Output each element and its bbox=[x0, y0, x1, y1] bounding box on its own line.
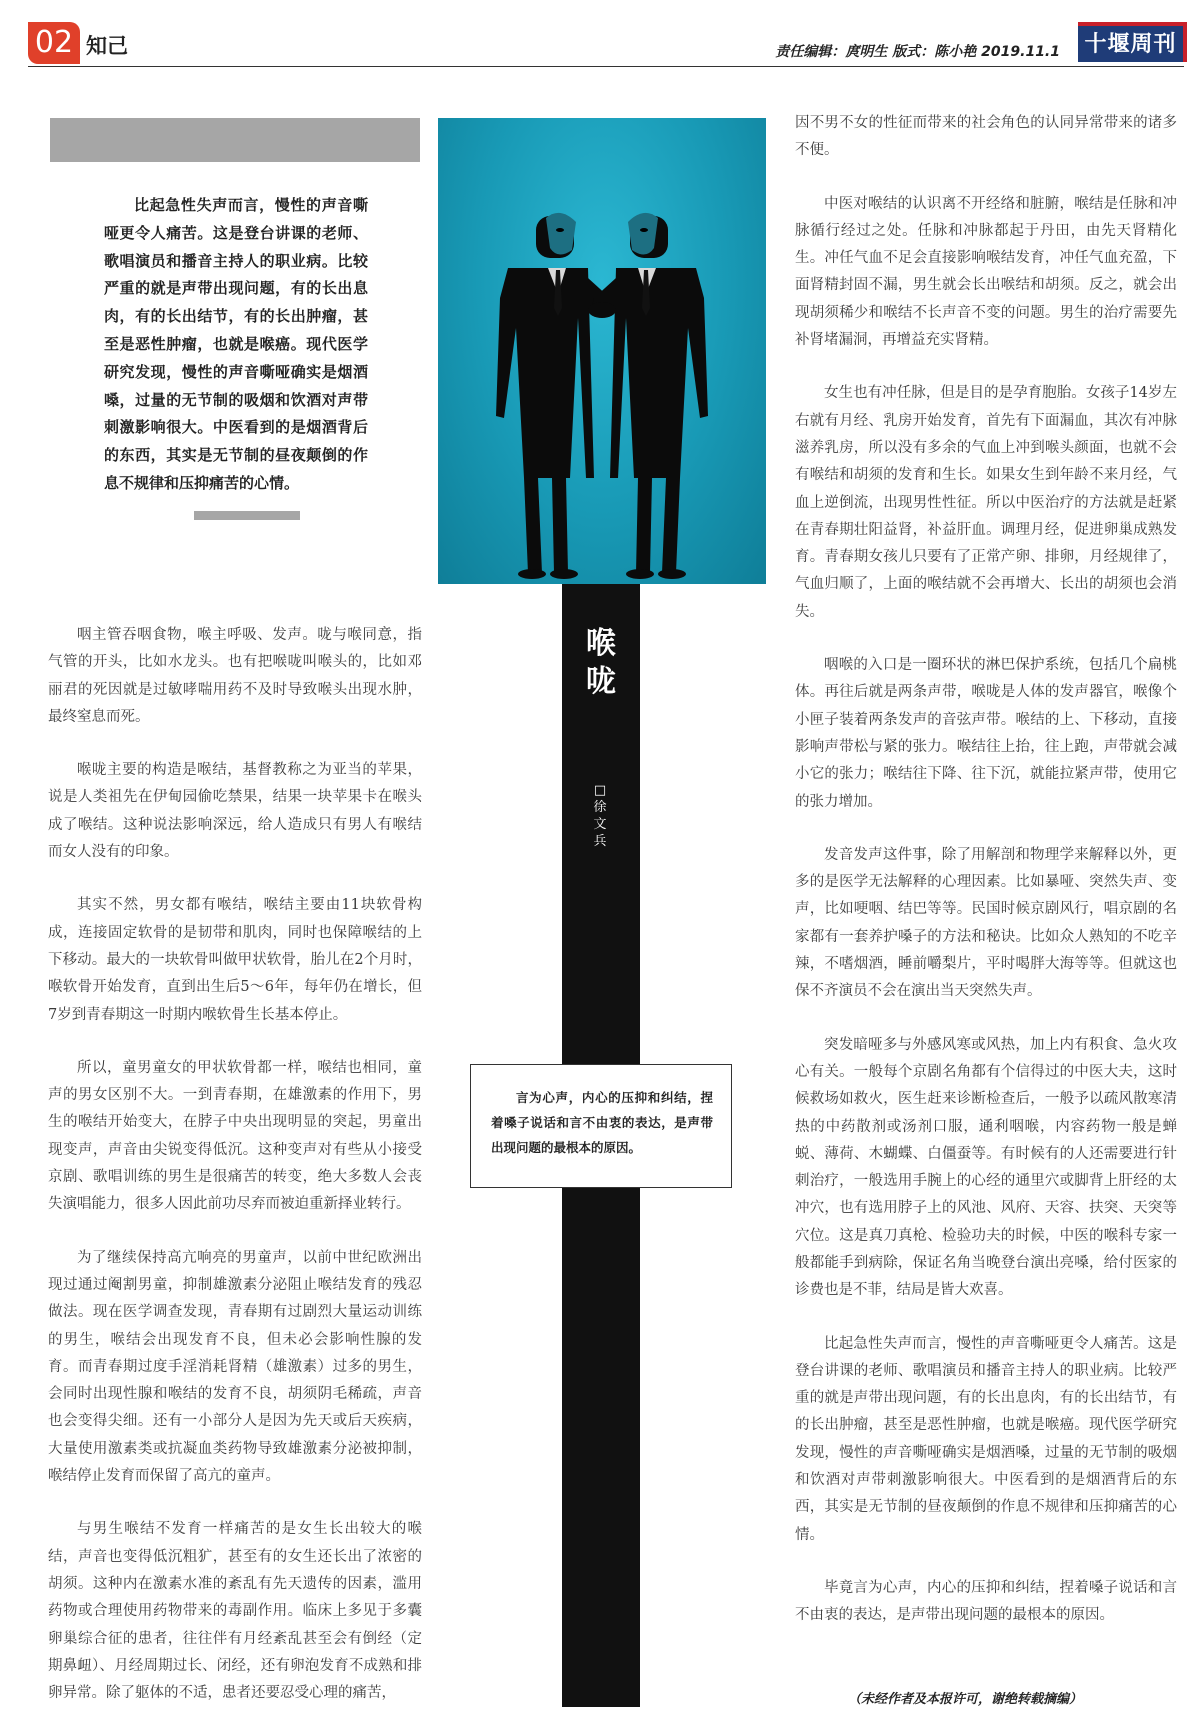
reprint-notice: （未经作者及本报许可，谢绝转载摘编） bbox=[848, 1692, 1083, 1707]
body-paragraph: 为了继续保持高亢响亮的男童声，以前中世纪欧洲出现过通过阉割男童，抑制雄激素分泌阻止喉结发育的残忍做法。现在医学调查发现，青春期有过剧烈大量运动训练的男生，喉结会出现发育不良，但未必会影响性腺的发育。而青春期过度手淫消耗肾精（雄激素）过多的男生，会同时出现性腺和喉结的发育不良，胡须阴毛稀疏，声音也会变得尖细。还有一小部分人是因为先天或后天疾病，大量使用激素类或抗凝血类药物导致雄激素分泌被抑制，喉结停止发育而保留了高亢的童声。 bbox=[48, 1249, 422, 1485]
body-paragraph: 比起急性失声而言，慢性的声音嘶哑更令人痛苦。这是登台讲课的老师、歌唱演员和播音主持人的职业病。比较严重的就是声带出现问题，有的长出息肉，有的长出结节，有的长出肿瘤，甚至是恶性肿瘤，也就是喉癌。现代医学研究发现，慢性的声音嘶哑确实是烟酒嗓，过量的无节制的吸烟和饮酒对声带刺激影响很大。中医看到的是烟酒背后的东西，其实是无节制的昼夜颠倒的作息不规律和压抑痛苦的心情。 bbox=[795, 1335, 1177, 1543]
body-paragraph: 毕竟言为心声，内心的压抑和纠结，捏着嗓子说话和言不由衷的表达，是声带出现问题的最根本的原因。 bbox=[795, 1579, 1177, 1624]
article-column-right bbox=[795, 110, 1177, 1656]
pull-quote-text: 言为心声，内心的压抑和纠结，捏着嗓子说话和言不由衷的表达，是声带出现问题的最根本的原因。 bbox=[491, 1090, 713, 1155]
body-paragraph: 喉咙主要的构造是喉结，基督教称之为亚当的苹果，说是人类祖先在伊甸园偷吃禁果，结果一块苹果卡在喉头成了喉结。这种说法影响深远，给人造成只有男人有喉结而女人没有的印象。 bbox=[48, 762, 422, 861]
intro-summary: 比起急性失声而言，慢性的声音嘶哑更令人痛苦。这是登台讲课的老师、歌唱演员和播音主持人的职业病。比较严重的就是声带出现问题，有的长出息肉，有的长出结节，有的长出肿瘤，甚至是恶性肿瘤，也就是喉癌。现代医学研究发现，慢性的声音嘶哑确实是烟酒嗓，过量的无节制的吸烟和饮酒对声带刺激影响很大。中医看到的是烟酒背后的东西，其实是无节制的昼夜颠倒的作息不规律和压抑痛苦的心情。 bbox=[104, 196, 368, 492]
illustration-handshake bbox=[438, 118, 766, 584]
newspaper-logo: 十堰周刊 bbox=[1078, 22, 1187, 62]
handshake-masks-image bbox=[438, 118, 766, 584]
body-paragraph: 所以，童男童女的甲状软骨都一样，喉结也相同，童声的男女区别不大。一到青春期，在雄激素的作用下，男生的喉结开始变大，在脖子中央出现明显的突起，男童出现变声，声音由尖锐变得低沉。这种变声对有些从小接受京剧、歌唱训练的男生是很痛苦的转变，绝大多数人会丧失演唱能力，很多人因此前功尽弃而被迫重新择业转行。 bbox=[48, 1059, 422, 1213]
body-paragraph: 突发暗哑多与外感风寒或风热，加上内有积食、急火攻心有关。一般每个京剧名角都有个信得过的中医大夫，这时候救场如救火，医生赶来诊断检查后，一般予以疏风散寒清热的中药散剂或汤剂口服，通利咽喉，内容药物一般是蝉蜕、薄荷、木蝴蝶、白僵蚕等。有时候有的人还需要进行针刺治疗，一般选用手腕上的心经的通里穴或脚背上肝经的太冲穴，也有选用脖子上的风池、风府、天容、扶突、天突等穴位。这是真刀真枪、检验功夫的时候，中医的喉科专家一般都能手到病除，保证名角当晚登台演出亮嗓，给付医家的诊费也是不菲，结局是皆大欢喜。 bbox=[795, 1036, 1177, 1299]
editor-credits: 责任编辑：庹明生 版式：陈小艳 2019.11.1 bbox=[775, 44, 1060, 60]
body-paragraph: 发音发声这件事，除了用解剖和物理学来解释以外，更多的是医学无法解释的心理因素。比如暴哑、突然失声、变声，比如哽咽、结巴等等。民国时候京剧风行，唱京剧的名家都有一套养护嗓子的方法和秘诀。比如众人熟知的不吃辛辣，不嗜烟酒，睡前嚼梨片，平时喝胖大海等等。但就这也保不齐演员不会在演出当天突然失声。 bbox=[795, 846, 1177, 1000]
intro-bottom-bar bbox=[194, 511, 300, 520]
pull-quote-box bbox=[470, 1064, 732, 1188]
body-paragraph: 咽主管吞咽食物，喉主呼吸、发声。咙与喉同意，指气管的开头，比如水龙头。也有把喉咙叫喉头的，比如邓丽君的死因就是过敏哮喘用药不及时导致喉头出现水肿，最终窒息而死。 bbox=[48, 627, 422, 725]
article-title: 喉咙 bbox=[586, 626, 616, 699]
page-header bbox=[0, 0, 1200, 75]
body-paragraph: 与男生喉结不发育一样痛苦的是女生长出较大的喉结，声音也变得低沉粗犷，甚至有的女生还长出了浓密的胡须。这种内在激素水准的紊乱有先天遗传的因素，滥用药物或合理使用药物带来的毒副作用。临床上多见于多囊卵巢综合征的患者，往往伴有月经紊乱甚至会有倒经（定期鼻衄）、月经周期过长、闭经，还有卵泡发育不成熟和排卵异常。除了躯体的不适，患者还要忍受心理的痛苦， bbox=[48, 1521, 422, 1702]
body-paragraph: 咽喉的入口是一圈环状的淋巴保护系统，包括几个扁桃体。再往后就是两条声带，喉咙是人体的发声器官，喉像个小匣子装着两条发声的音弦声带。喉结的上、下移动，直接影响声带松与紧的张力。喉结往上抬，往上跑，声带就会减小它的张力；喉结往下降、往下沉，就能拉紧声带，使用它的张力增加。 bbox=[795, 657, 1177, 810]
intro-top-bar bbox=[50, 118, 420, 162]
body-paragraph: 其实不然，男女都有喉结，喉结主要由11块软骨构成，连接固定软骨的是韧带和肌肉，同时也保障喉结的上下移动。最大的一块软骨叫做甲状软骨，胎儿在2个月时，喉软骨开始发育，直到出生后5～6年，每年仍在增长，但7岁到青春期这一时期内喉软骨生长基本停止。 bbox=[48, 897, 422, 1023]
article-column-left bbox=[48, 622, 422, 1733]
section-name: 知己 bbox=[86, 34, 128, 58]
page-number-badge: 02 bbox=[28, 22, 80, 64]
header-rule bbox=[28, 66, 1184, 67]
body-paragraph: 中医对喉结的认识离不开经络和脏腑，喉结是任脉和冲脉循行经过之处。任脉和冲脉都起于丹田，由先天肾精化生。冲任气血不足会直接影响喉结发育，冲任气血充盈，下面肾精封固不漏，男生就会长出喉结和胡须。反之，就会出现胡须稀少和喉结不长声音不变的问题。男生的治疗需要先补肾堵漏洞，再增益充实肾精。 bbox=[795, 195, 1177, 349]
body-paragraph: 女生也有冲任脉，但是目的是孕育胞胎。女孩子14岁左右就有月经、乳房开始发育，首先有下面漏血，其次有冲脉滋养乳房，所以没有多余的气血上冲到喉头颜面，也就不会有喉结和胡须的发育和生长。如果女生到年龄不来月经，气血上逆倒流，出现男性性征。所以中医治疗的方法就是赶紧在青春期壮阳益肾，补益肝血。调理月经，促进卵巢成熟发育。青春期女孩儿只要有了正常产卵、排卵，月经规律了，气血归顺了，上面的喉结就不会再增大、长出的胡须也会消失。 bbox=[795, 385, 1177, 620]
body-paragraph-continued: 因不男不女的性征而带来的社会角色的认同异常带来的诸多不便。 bbox=[795, 115, 1177, 159]
article-author: □徐文兵 bbox=[593, 783, 607, 849]
